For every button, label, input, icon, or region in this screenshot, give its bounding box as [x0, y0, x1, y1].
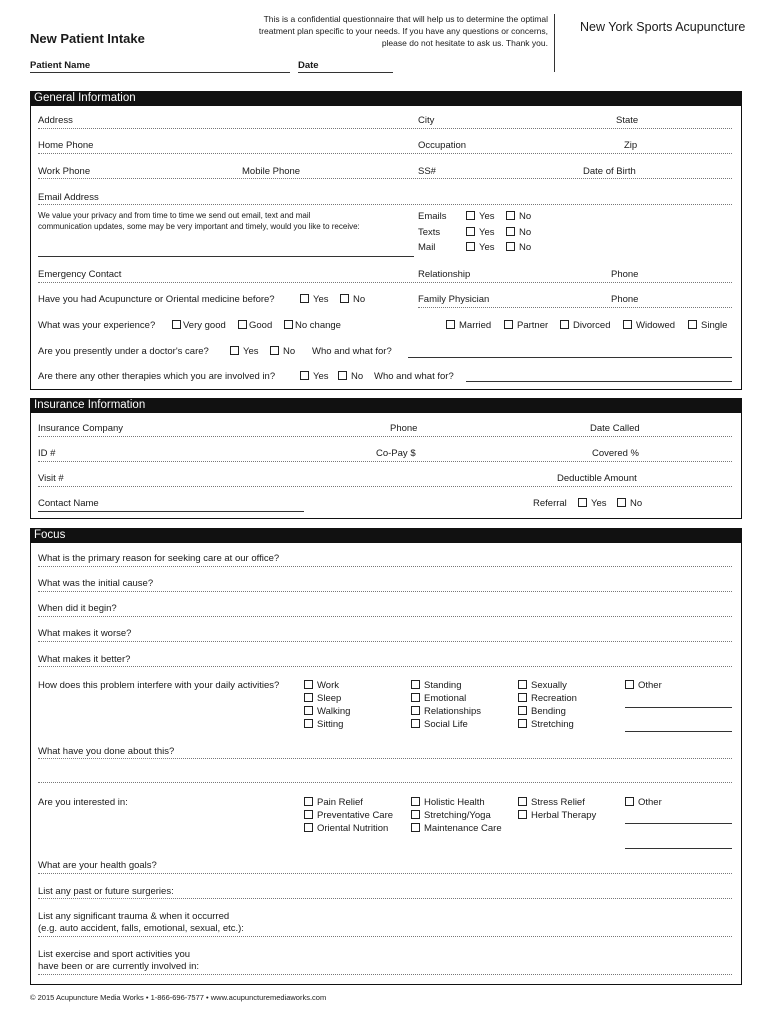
- doctor-who-what-label: Who and what for?: [312, 346, 392, 357]
- health-goals-question: What are your health goals?: [38, 860, 157, 871]
- when-begin-question: When did it begin?: [38, 603, 117, 614]
- trauma-field[interactable]: [38, 936, 732, 937]
- checkbox[interactable]: [578, 498, 587, 507]
- interfere-other[interactable]: Other: [625, 680, 662, 691]
- exercise-question-line-2: have been or are currently involved in:: [38, 961, 200, 972]
- marital-widowed[interactable]: Widowed: [623, 320, 675, 331]
- acupuncture-no[interactable]: No: [340, 294, 365, 305]
- interfere-standing[interactable]: Standing: [411, 680, 462, 691]
- interested-stretching-yoga[interactable]: Stretching/Yoga: [411, 810, 491, 821]
- referral-no[interactable]: No: [617, 498, 642, 509]
- ss-label: SS#: [418, 166, 436, 177]
- insurance-company-label: Insurance Company: [38, 423, 124, 434]
- checkbox[interactable]: [411, 719, 420, 728]
- mail-no[interactable]: No: [506, 242, 531, 253]
- interfere-sexually[interactable]: Sexually: [518, 680, 567, 691]
- checkbox[interactable]: [411, 823, 420, 832]
- done-field-2[interactable]: [38, 782, 732, 783]
- health-goals-field[interactable]: [38, 873, 732, 874]
- checkbox[interactable]: [625, 680, 634, 689]
- acupuncture-question: Have you had Acupuncture or Oriental medicine before?: [38, 294, 275, 305]
- makes-better-field[interactable]: [38, 666, 732, 667]
- trauma-question-line-2: (e.g. auto accident, falls, emotional, sexual, etc.):: [38, 923, 244, 934]
- checkbox[interactable]: [446, 320, 455, 329]
- date-field[interactable]: [298, 72, 393, 73]
- zip-label: Zip: [624, 140, 638, 151]
- interested-question: Are you interested in:: [38, 797, 128, 808]
- checkbox[interactable]: [304, 693, 313, 702]
- therapies-no[interactable]: No: [338, 371, 363, 382]
- checkbox[interactable]: [506, 227, 515, 236]
- interfere-walking[interactable]: Walking: [304, 706, 350, 717]
- referral-yes[interactable]: Yes: [578, 498, 607, 509]
- emails-no[interactable]: No: [506, 211, 531, 222]
- interfere-recreation[interactable]: Recreation: [518, 693, 577, 704]
- insurance-company-field[interactable]: [38, 436, 732, 437]
- visit-label: Visit #: [38, 473, 64, 484]
- footer-copyright: © 2015 Acupuncture Media Works • 1-866-696-7577 • www.acupuncturemediaworks.com: [30, 993, 327, 1002]
- interfere-social-life[interactable]: Social Life: [411, 719, 468, 730]
- checkbox[interactable]: [518, 706, 527, 715]
- experience-good[interactable]: Good: [238, 320, 272, 331]
- interested-pain-relief[interactable]: Pain Relief: [304, 797, 363, 808]
- doctor-care-question: Are you presently under a doctor's care?: [38, 346, 209, 357]
- interfere-emotional[interactable]: Emotional: [411, 693, 466, 704]
- interfere-work[interactable]: Work: [304, 680, 339, 691]
- deductible-label: Deductible Amount: [557, 473, 637, 484]
- privacy-underline: [38, 256, 414, 257]
- marital-divorced[interactable]: Divorced: [560, 320, 611, 331]
- checkbox[interactable]: [411, 680, 420, 689]
- therapies-yes[interactable]: Yes: [300, 371, 329, 382]
- interfere-other-field-2[interactable]: [625, 731, 732, 732]
- focus-header: Focus: [30, 528, 742, 543]
- checkbox[interactable]: [506, 242, 515, 251]
- done-question: What have you done about this?: [38, 746, 175, 757]
- relationship-label: Relationship: [418, 269, 471, 280]
- texts-no[interactable]: No: [506, 227, 531, 238]
- privacy-line-1: We value your privacy and from time to time we send out email, text and mail: [38, 211, 311, 220]
- marital-partner[interactable]: Partner: [504, 320, 548, 331]
- interested-other-field-2[interactable]: [625, 848, 732, 849]
- checkbox[interactable]: [172, 320, 181, 329]
- checkbox[interactable]: [466, 211, 475, 220]
- notice-line-3: please do not hesitate to ask us. Thank you.: [381, 38, 548, 48]
- interested-oriental-nutrition[interactable]: Oriental Nutrition: [304, 823, 388, 834]
- checkbox[interactable]: [625, 797, 634, 806]
- experience-question: What was your experience?: [38, 320, 156, 331]
- checkbox[interactable]: [506, 211, 515, 220]
- primary-reason-field[interactable]: [38, 566, 732, 567]
- checkbox[interactable]: [304, 719, 313, 728]
- emails-yes[interactable]: Yes: [466, 211, 495, 222]
- therapies-who-what-field[interactable]: [466, 381, 732, 382]
- checkbox[interactable]: [466, 227, 475, 236]
- makes-better-question: What makes it better?: [38, 654, 131, 665]
- general-info-header: General Information: [30, 91, 742, 106]
- date-called-label: Date Called: [590, 423, 640, 434]
- dob-label: Date of Birth: [583, 166, 636, 177]
- state-label: State: [616, 115, 639, 126]
- contact-name-label: Contact Name: [38, 498, 99, 509]
- interested-herbal-therapy[interactable]: Herbal Therapy: [518, 810, 596, 821]
- trauma-question-line-1: List any significant trauma & when it occurred: [38, 911, 230, 922]
- checkbox[interactable]: [284, 320, 293, 329]
- checkbox[interactable]: [518, 693, 527, 702]
- checkbox[interactable]: [304, 706, 313, 715]
- covered-label: Covered %: [592, 448, 639, 459]
- notice-line-1: This is a confidential questionnaire that will help us to determine the optimal: [263, 14, 548, 24]
- family-physician-field[interactable]: [418, 307, 732, 308]
- checkbox[interactable]: [238, 320, 247, 329]
- checkbox[interactable]: [623, 320, 632, 329]
- interfere-sleep[interactable]: Sleep: [304, 693, 341, 704]
- checkbox[interactable]: [518, 719, 527, 728]
- checkbox[interactable]: [300, 371, 309, 380]
- checkbox[interactable]: [518, 680, 527, 689]
- contact-name-field[interactable]: [38, 511, 304, 512]
- email-label: Email Address: [38, 192, 99, 203]
- referral-label: Referral: [533, 498, 567, 509]
- physician-phone-label: Phone: [611, 294, 639, 305]
- checkbox[interactable]: [617, 498, 626, 507]
- checkbox[interactable]: [411, 797, 420, 806]
- surgeries-question: List any past or future surgeries:: [38, 886, 174, 897]
- checkbox[interactable]: [411, 693, 420, 702]
- emails-label: Emails: [418, 211, 447, 222]
- interfere-sitting[interactable]: Sitting: [304, 719, 343, 730]
- exercise-question-line-1: List exercise and sport activities you: [38, 949, 191, 960]
- occupation-label: Occupation: [418, 140, 467, 151]
- interfere-relationships[interactable]: Relationships: [411, 706, 481, 717]
- checkbox[interactable]: [230, 346, 239, 355]
- therapies-who-what-label: Who and what for?: [374, 371, 454, 382]
- surgeries-field[interactable]: [38, 898, 732, 899]
- copay-label: Co-Pay $: [376, 448, 416, 459]
- clinic-name: New York Sports Acupuncture: [580, 20, 746, 34]
- checkbox[interactable]: [304, 810, 313, 819]
- family-physician-label: Family Physician: [418, 294, 490, 305]
- notice-line-2: treatment plan specific to your needs. If you have any questions or concerns,: [258, 26, 548, 36]
- interested-holistic-health[interactable]: Holistic Health: [411, 797, 485, 808]
- patient-name-label: Patient Name: [30, 60, 91, 71]
- experience-no-change[interactable]: No change: [284, 320, 341, 331]
- mobile-phone-label: Mobile Phone: [242, 166, 301, 177]
- checkbox[interactable]: [300, 294, 309, 303]
- checkbox[interactable]: [466, 242, 475, 251]
- address-label: Address: [38, 115, 73, 126]
- therapies-question: Are there any other therapies which you are involved in?: [38, 371, 276, 382]
- doctor-who-what-field[interactable]: [408, 357, 732, 358]
- doctor-care-yes[interactable]: Yes: [230, 346, 259, 357]
- primary-reason-question: What is the primary reason for seeking care at our office?: [38, 553, 280, 564]
- interested-preventative-care[interactable]: Preventative Care: [304, 810, 393, 821]
- id-field[interactable]: [38, 461, 732, 462]
- checkbox[interactable]: [518, 797, 527, 806]
- marital-single[interactable]: Single: [688, 320, 727, 331]
- when-begin-field[interactable]: [38, 616, 732, 617]
- acupuncture-yes[interactable]: Yes: [300, 294, 329, 305]
- done-field-1[interactable]: [38, 758, 732, 759]
- texts-yes[interactable]: Yes: [466, 227, 495, 238]
- header-divider: [554, 14, 555, 72]
- makes-worse-question: What makes it worse?: [38, 628, 132, 639]
- privacy-line-2: communication updates, some may be very important and timely, would you like to receive:: [38, 222, 360, 231]
- checkbox[interactable]: [304, 680, 313, 689]
- mail-label: Mail: [418, 242, 436, 253]
- checkbox[interactable]: [411, 706, 420, 715]
- interfere-question: How does this problem interfere with your daily activities?: [38, 680, 280, 691]
- checkbox[interactable]: [338, 371, 347, 380]
- interested-maintenance-care[interactable]: Maintenance Care: [411, 823, 502, 834]
- initial-cause-field[interactable]: [38, 591, 732, 592]
- form-title: New Patient Intake: [30, 31, 145, 46]
- date-label: Date: [298, 60, 319, 71]
- texts-label: Texts: [418, 227, 441, 238]
- exercise-field[interactable]: [38, 974, 732, 975]
- checkbox[interactable]: [504, 320, 513, 329]
- email-field[interactable]: [38, 204, 732, 205]
- checkbox[interactable]: [270, 346, 279, 355]
- interested-other[interactable]: Other: [625, 797, 662, 808]
- id-label: ID #: [38, 448, 56, 459]
- interfere-bending[interactable]: Bending: [518, 706, 566, 717]
- checkbox[interactable]: [304, 823, 313, 832]
- initial-cause-question: What was the initial cause?: [38, 578, 154, 589]
- checkbox[interactable]: [688, 320, 697, 329]
- marital-married[interactable]: Married: [446, 320, 491, 331]
- interfere-stretching[interactable]: Stretching: [518, 719, 574, 730]
- interfere-other-field-1[interactable]: [625, 707, 732, 708]
- address-field[interactable]: [38, 128, 732, 129]
- checkbox[interactable]: [518, 810, 527, 819]
- makes-worse-field[interactable]: [38, 641, 732, 642]
- work-phone-field[interactable]: [38, 178, 732, 179]
- work-phone-label: Work Phone: [38, 166, 91, 177]
- interested-other-field-1[interactable]: [625, 823, 732, 824]
- patient-name-field[interactable]: [30, 72, 290, 73]
- checkbox[interactable]: [560, 320, 569, 329]
- emergency-phone-label: Phone: [611, 269, 639, 280]
- checkbox[interactable]: [304, 797, 313, 806]
- doctor-care-no[interactable]: No: [270, 346, 295, 357]
- mail-yes[interactable]: Yes: [466, 242, 495, 253]
- emergency-contact-field[interactable]: [38, 282, 732, 283]
- checkbox[interactable]: [340, 294, 349, 303]
- insurance-info-header: Insurance Information: [30, 398, 742, 413]
- experience-very-good[interactable]: Very good: [172, 320, 226, 331]
- interested-stress-relief[interactable]: Stress Relief: [518, 797, 585, 808]
- insurance-phone-label: Phone: [390, 423, 418, 434]
- visit-field[interactable]: [38, 486, 732, 487]
- emergency-contact-label: Emergency Contact: [38, 269, 122, 280]
- city-label: City: [418, 115, 435, 126]
- home-phone-field[interactable]: [38, 153, 732, 154]
- home-phone-label: Home Phone: [38, 140, 94, 151]
- checkbox[interactable]: [411, 810, 420, 819]
